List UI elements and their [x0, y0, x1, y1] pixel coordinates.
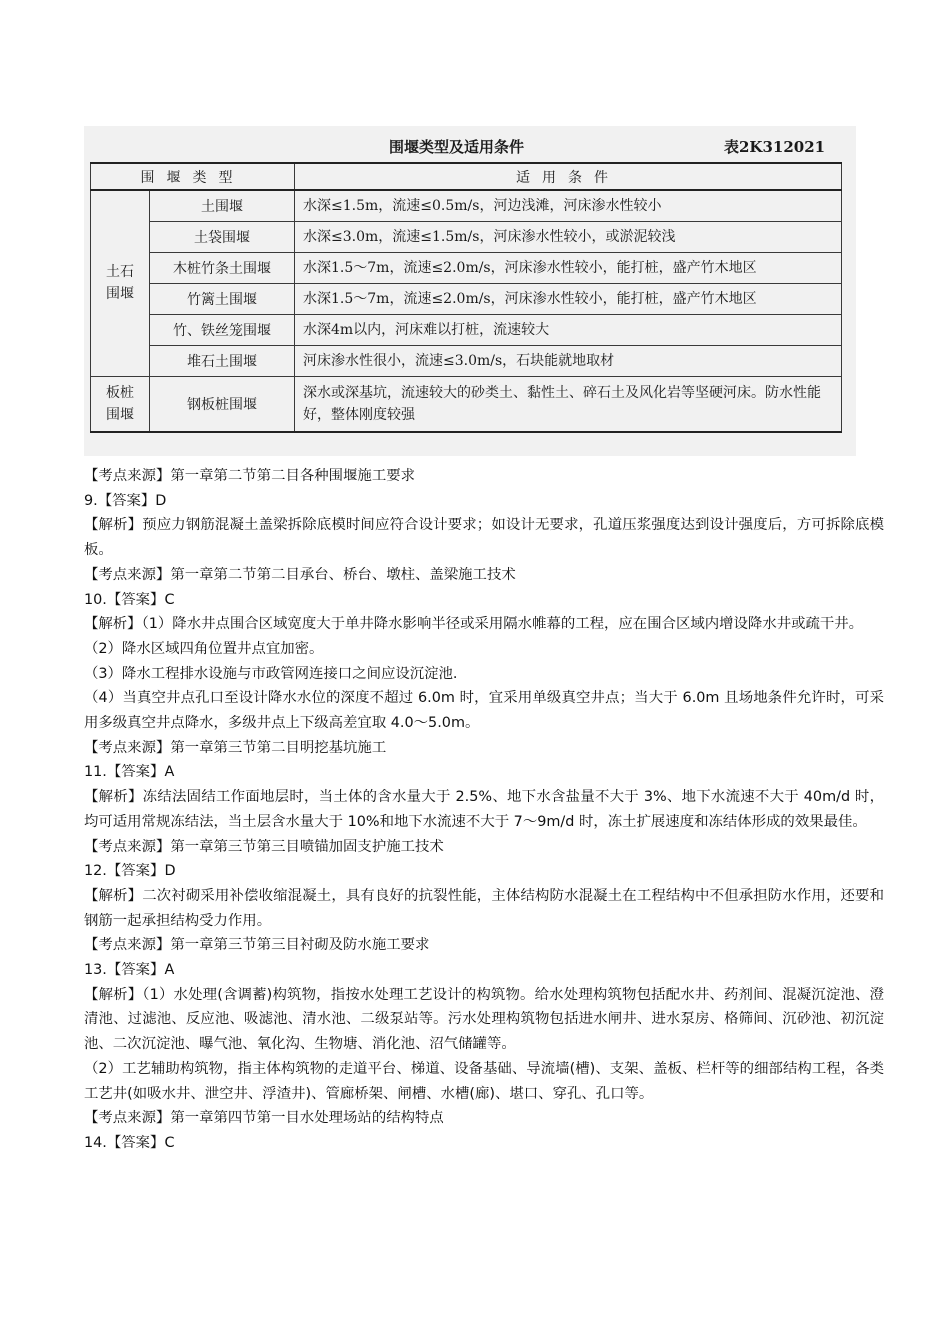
group-label-line: 板桩	[106, 384, 134, 401]
analysis-paragraph: 【解析】（1）降水井点围合区域宽度大于单井降水影响半径或采用隔水帷幕的工程，应在围合区域内增设降水井或疏干井。	[84, 616, 864, 633]
answer-line: 10.【答案】C	[84, 591, 175, 608]
condition-cell: 水深4m以内，河床难以打桩，流速较大	[295, 314, 842, 345]
table-header-row	[91, 163, 842, 190]
analysis-paragraph: 【解析】二次衬砌采用补偿收缩混凝土，具有良好的抗裂性能，主体结构防水混凝土在工程结构中不但承担防水作用，还要和钢筋一起承担结构受力作用。	[84, 887, 884, 929]
type-cell: 竹篱土围堰	[150, 283, 295, 314]
table-row	[91, 221, 842, 252]
cofferdam-table	[90, 162, 842, 433]
source-line: 【考点来源】第一章第三节第三目喷锚加固支护施工技术	[84, 838, 444, 855]
type-cell: 木桩竹条土围堰	[150, 252, 295, 283]
condition-cell: 深水或深基坑，流速较大的砂类土、黏性土、碎石土及风化岩等坚硬河床。防水性能好，整体刚度较强	[295, 376, 842, 432]
type-cell: 竹、铁丝笼围堰	[150, 314, 295, 345]
type-cell: 堆石土围堰	[150, 345, 295, 376]
table-title: 围堰类型及适用条件	[389, 138, 525, 156]
answer-line: 9.【答案】D	[84, 492, 167, 509]
table-row	[91, 345, 842, 376]
answer-line: 11.【答案】A	[84, 764, 175, 781]
source-line: 【考点来源】第一章第二节第二目各种围堰施工要求	[84, 468, 415, 484]
group-label-line: 围堰	[106, 406, 134, 423]
group-label	[91, 376, 150, 432]
analysis-paragraph: （2）降水区域四角位置井点宜加密。	[84, 640, 324, 657]
table-row	[91, 252, 842, 283]
table-code: 表2K312021	[724, 138, 826, 156]
type-cell: 土袋围堰	[150, 221, 295, 252]
analysis-paragraph: 【解析】预应力钢筋混凝土盖梁拆除底模时间应符合设计要求；如设计无要求，孔道压浆强度达到设计强度后，方可拆除底模板。	[84, 517, 884, 559]
source-line: 【考点来源】第一章第二节第二目承台、桥台、墩柱、盖梁施工技术	[84, 566, 516, 583]
answer-line: 14.【答案】C	[84, 1134, 175, 1151]
type-cell: 钢板桩围堰	[150, 376, 295, 432]
table-row	[91, 283, 842, 314]
analysis-paragraph: （2）工艺辅助构筑物，指主体构筑物的走道平台、梯道、设备基础、导流墙(槽)、支架、盖板、栏杆等的细部结构工程，各类工艺井(如吸水井、泄空井、浮渣井)、管廊桥架、闸槽、水槽(廊)、堪口、穿孔、孔口等。	[84, 1060, 884, 1102]
header-conditions: 适用条件	[295, 163, 842, 190]
analysis-paragraph: （4）当真空井点孔口至设计降水水位的深度不超过 6.0m 时，宜采用单级真空井点；当大于 6.0m 且场地条件允许时，可采用多级真空井点降水，多级井点上下级高差宜取 4.0～5.0m。	[84, 690, 884, 732]
source-line: 【考点来源】第一章第四节第一目水处理场站的结构特点	[84, 1110, 444, 1127]
analysis-paragraph: （3）降水工程排水设施与市政管网连接口之间应设沉淀池.	[84, 665, 458, 682]
source-line: 【考点来源】第一章第三节第三目衬砌及防水施工要求	[84, 937, 430, 954]
group-label-line: 土石	[106, 264, 134, 281]
condition-cell: 水深1.5～7m，流速≤2.0m/s，河床渗水性较小，能打桩，盛产竹木地区	[295, 252, 842, 283]
condition-cell: 水深≤1.5m，流速≤0.5m/s，河边浅滩，河床渗水性较小	[295, 190, 842, 221]
source-line: 【考点来源】第一章第三节第二目明挖基坑施工	[84, 739, 387, 756]
condition-cell: 水深≤3.0m，流速≤1.5m/s，河床渗水性较小，或淤泥较浅	[295, 221, 842, 252]
header-type: 围堰类型	[91, 163, 295, 190]
table-caption	[84, 136, 856, 160]
answer-explanations	[84, 464, 884, 1156]
condition-cell: 河床渗水性很小，流速≤3.0m/s，石块能就地取材	[295, 345, 842, 376]
table-row	[91, 376, 842, 432]
table-row	[91, 314, 842, 345]
analysis-paragraph: 【解析】冻结法固结工作面地层时，当土体的含水量大于 2.5%、地下水含盐量不大于 3%、地下水流速不大于 40m/d 时，均可适用常规冻结法，当土层含水量大于 10%和地下水流速不大于 7～9m/d 时，冻土扩展速度和冻结体形成的效果最佳。	[84, 789, 884, 830]
type-cell: 土围堰	[150, 190, 295, 221]
answer-line: 12.【答案】D	[84, 863, 176, 880]
group-label-line: 围堰	[106, 286, 134, 303]
answer-line: 13.【答案】A	[84, 962, 175, 979]
group-label	[91, 190, 150, 376]
analysis-paragraph: 【解析】（1）水处理(含调蓄)构筑物，指按水处理工艺设计的构筑物。给水处理构筑物包括配水井、药剂间、混凝沉淀池、澄清池、过滤池、反应池、吸滤池、清水池、二级泵站等。污水处理构筑物包括进水闸井、进水泵房、格筛间、沉砂池、初沉淀池、二次沉淀池、曝气池、氧化沟、生物塘、消化池、沼气储罐等。	[84, 986, 884, 1053]
scanned-table-image	[84, 126, 856, 456]
table-row	[91, 190, 842, 221]
condition-cell: 水深1.5～7m，流速≤2.0m/s，河床渗水性较小，能打桩，盛产竹木地区	[295, 283, 842, 314]
